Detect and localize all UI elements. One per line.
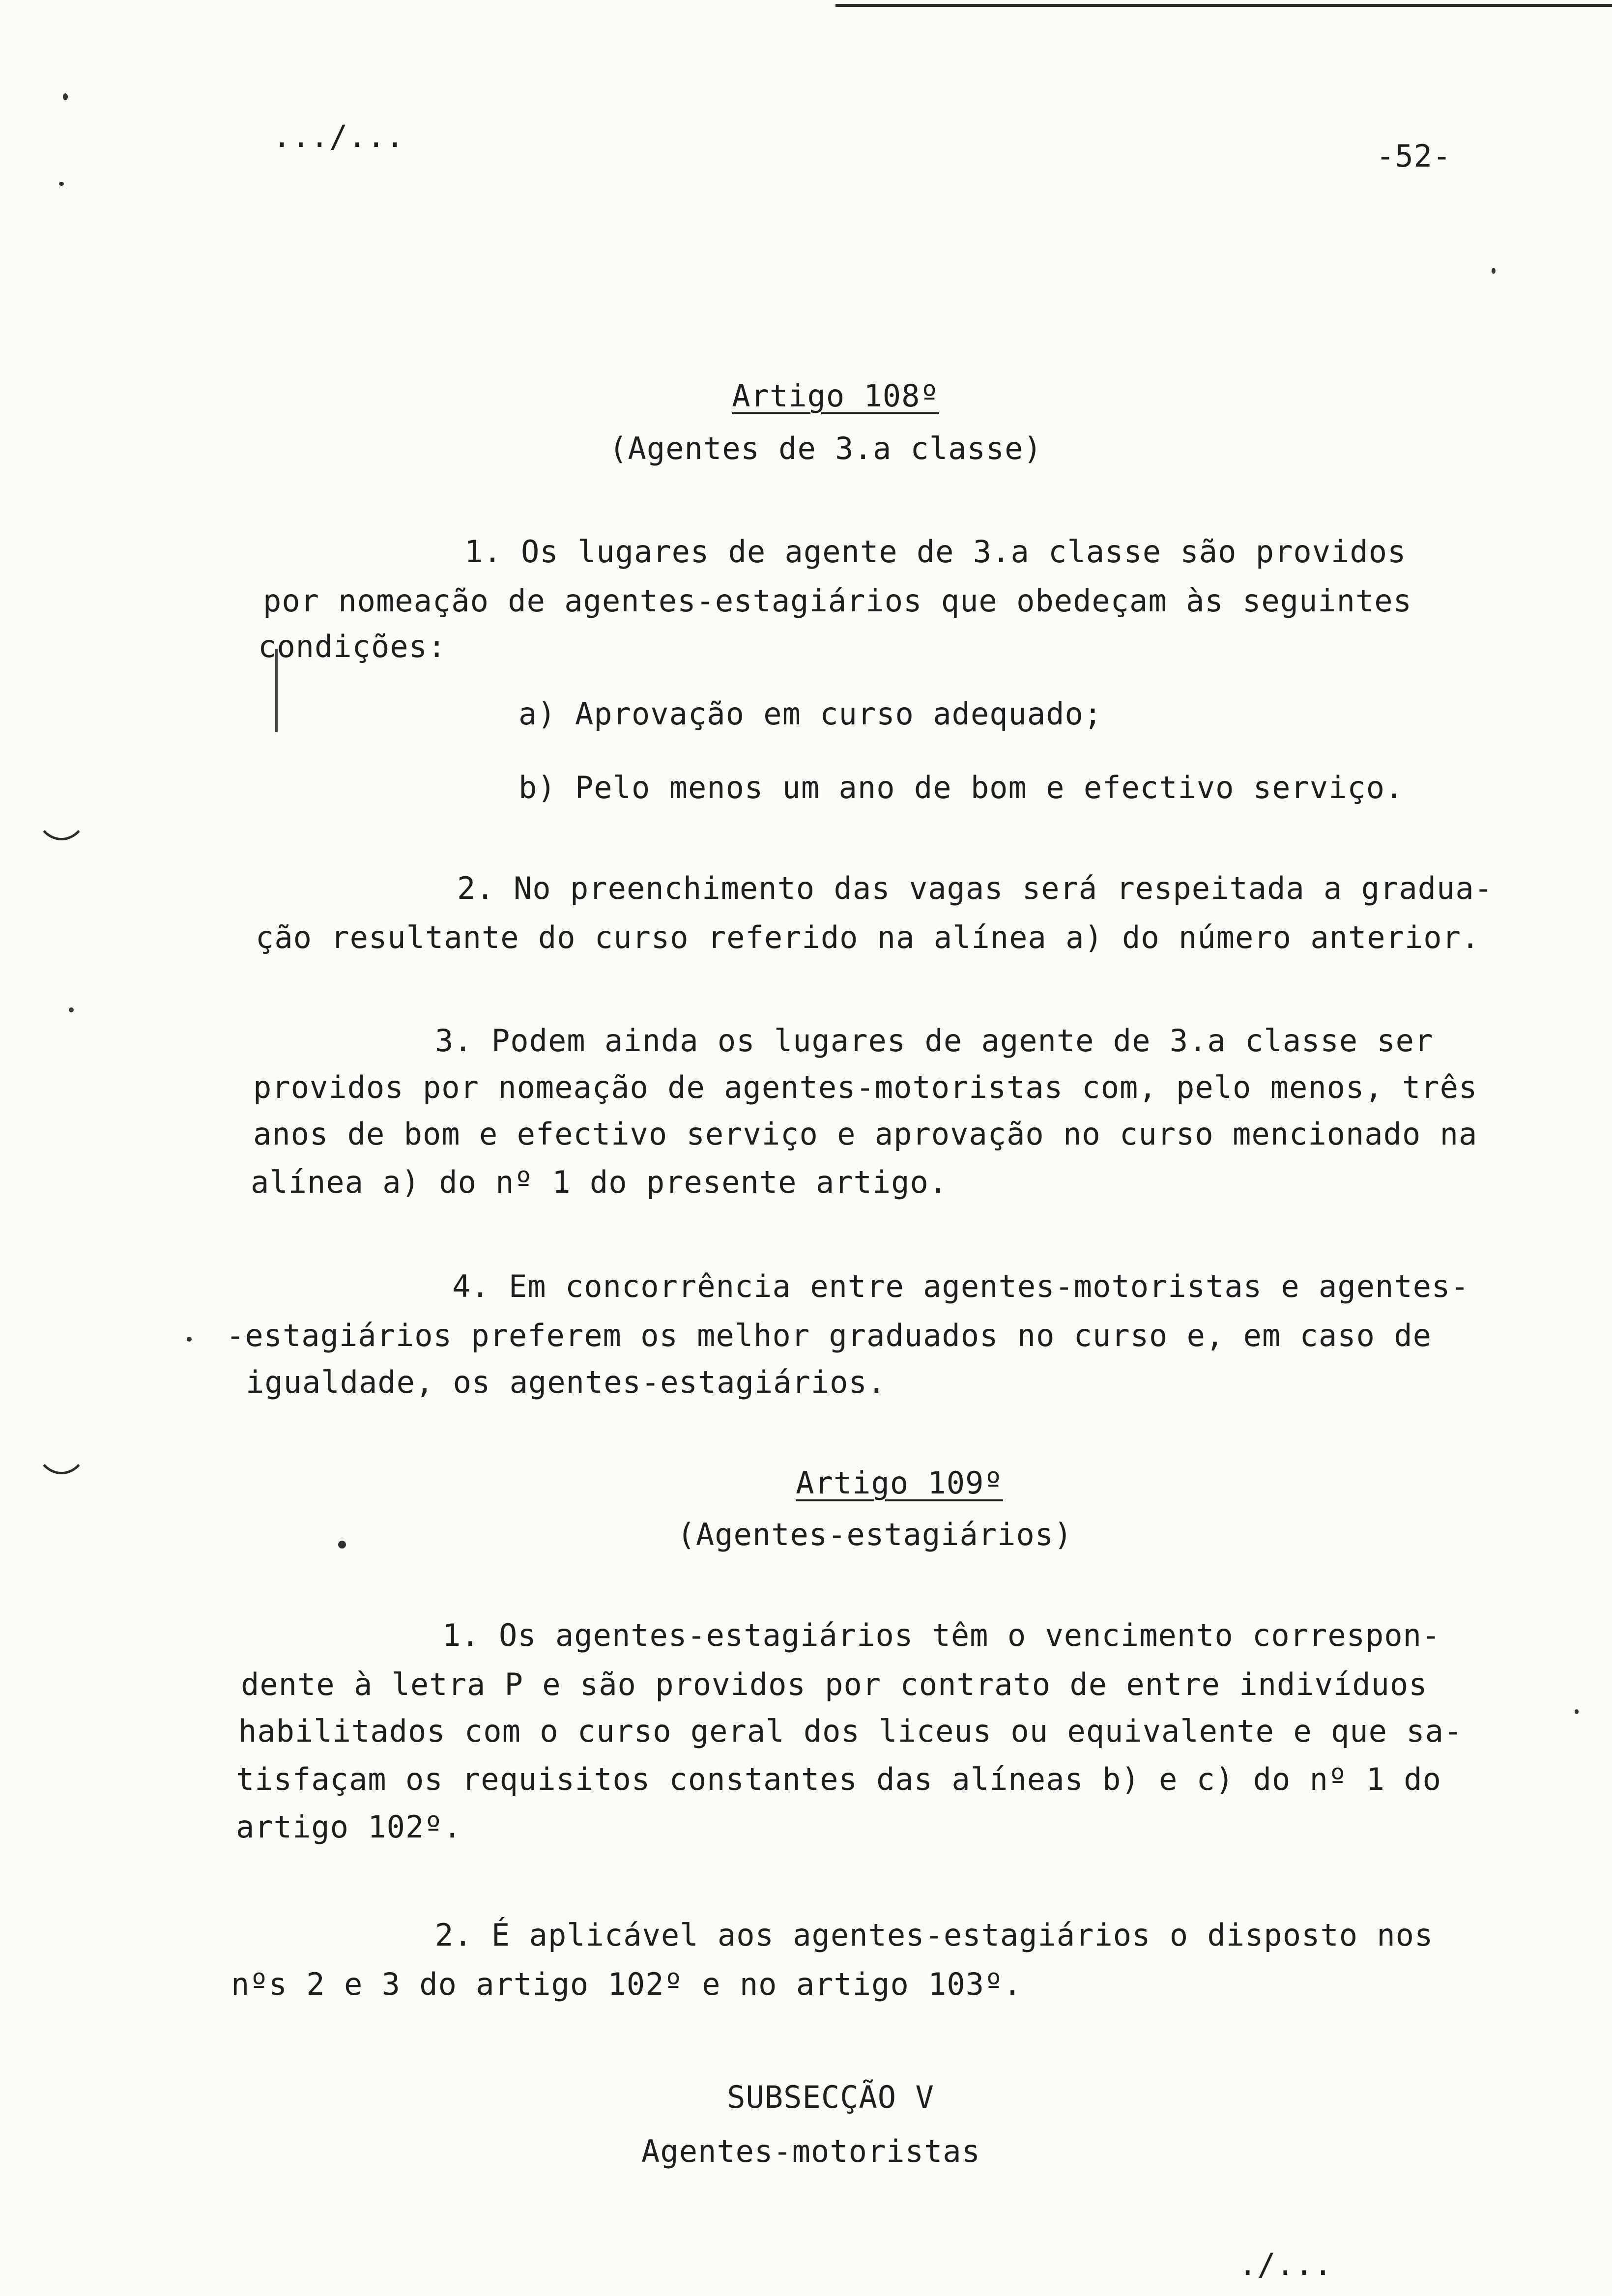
paragraph-line: habilitados com o curso geral dos liceus ou equivalente e que sa-	[238, 1713, 1463, 1749]
paragraph-line: 2. É aplicável aos agentes-estagiários o disposto nos	[435, 1917, 1434, 1953]
section-title: SUBSECÇÃO V	[727, 2079, 934, 2115]
paragraph-line: anos de bom e efectivo serviço e aprovação no curso mencionado na	[253, 1116, 1478, 1152]
paragraph-line: por nomeação de agentes-estagiários que obedeçam às seguintes	[263, 583, 1412, 619]
paragraph-line: ção resultante do curso referido na alínea a) do número anterior.	[256, 919, 1480, 955]
paragraph-line: condições:	[258, 629, 447, 664]
paragraph-line: 2. No preenchimento das vagas será respeitada a gradua-	[457, 870, 1493, 906]
paragraph-line: nºs 2 e 3 do artigo 102º e no artigo 103º.	[231, 1966, 1022, 2002]
paragraph-line: providos por nomeação de agentes-motoristas com, pelo menos, três	[253, 1069, 1478, 1105]
scan-speck	[1492, 268, 1496, 274]
paragraph-line: 1. Os agentes-estagiários têm o vencimento correspon-	[442, 1617, 1441, 1653]
scan-arc-mark	[34, 776, 88, 840]
page-number: -52-	[1376, 138, 1452, 174]
scan-speck	[1575, 1709, 1579, 1714]
paragraph-line: dente à letra P e são providos por contrato de entre indivíduos	[241, 1666, 1428, 1702]
list-item: a) Aprovação em curso adequado;	[518, 696, 1103, 732]
article-subtitle: (Agentes-estagiários)	[677, 1517, 1073, 1552]
article-title-text: Artigo 109º	[796, 1465, 1003, 1501]
article-title-text: Artigo 108º	[732, 378, 939, 414]
footer-continuation-mark: ./...	[1238, 2246, 1333, 2282]
paragraph-line: tisfaçam os requisitos constantes das alíneas b) e c) do nº 1 do	[236, 1761, 1441, 1797]
paragraph-line: 3. Podem ainda os lugares de agente de 3.a classe ser	[435, 1023, 1434, 1059]
paragraph-line: -estagiários preferem os melhor graduados no curso e, em caso de	[226, 1318, 1432, 1353]
article-title	[0, 373, 1612, 420]
article-subtitle: (Agentes de 3.a classe)	[609, 430, 1042, 466]
paragraph-line: 4. Em concorrência entre agentes-motoristas e agentes-	[452, 1268, 1469, 1304]
continuation-mark: .../...	[273, 118, 405, 154]
paragraph-line: igualdade, os agentes-estagiários.	[246, 1364, 887, 1400]
paragraph-line: artigo 102º.	[236, 1809, 462, 1845]
section-subtitle: Agentes-motoristas	[641, 2133, 980, 2169]
article-title	[0, 1460, 1612, 1507]
list-item: b) Pelo menos um ano de bom e efectivo serviço.	[518, 770, 1404, 805]
paragraph-line: 1. Os lugares de agente de 3.a classe são providos	[464, 534, 1407, 570]
scan-edge-line	[835, 4, 1612, 7]
scan-speck	[187, 1337, 192, 1342]
scan-speck	[69, 1007, 74, 1012]
scan-speck	[63, 93, 68, 100]
scan-speck	[59, 182, 64, 186]
paragraph-line: alínea a) do nº 1 do presente artigo.	[251, 1164, 948, 1200]
